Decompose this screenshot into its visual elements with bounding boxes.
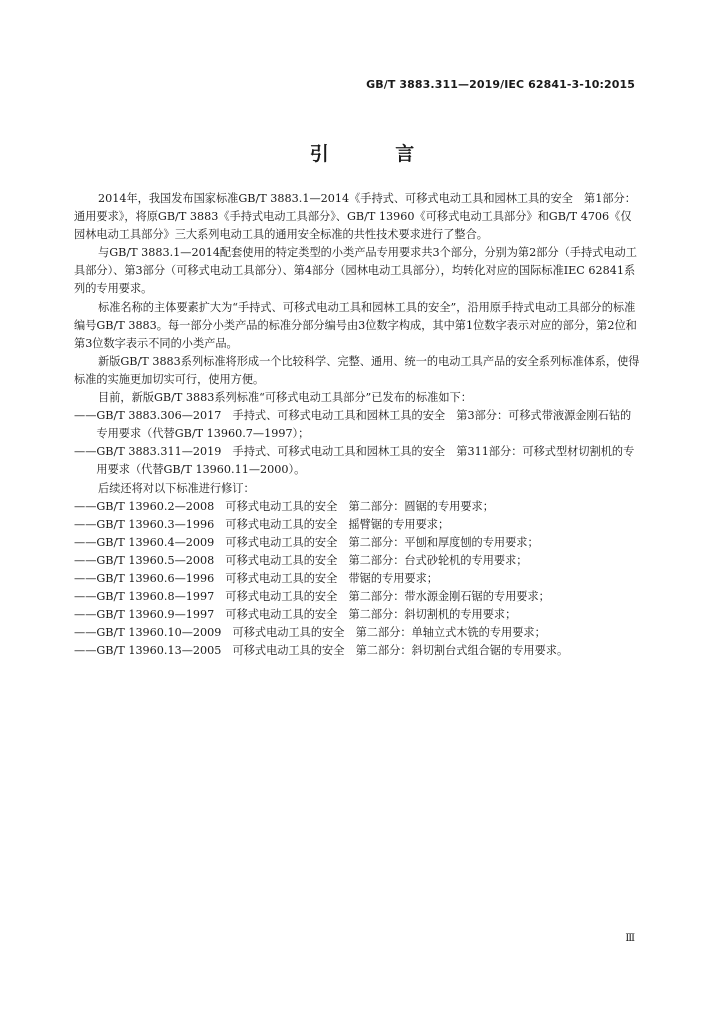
- list-item-text: GB/T 13960.2—2008 可移式电动工具的安全 第二部分：圆锯的专用要求；: [96, 499, 494, 513]
- list-dash: ——: [74, 644, 97, 658]
- list-item-text: GB/T 3883.306—2017 手持式、可移式电动工具和园林工具的安全 第3部分：可移式带液源金刚石钻的专用要求（代替GB/T 13960.7—1997）；: [96, 409, 632, 441]
- list-item: [74, 443, 640, 479]
- list-item: [74, 624, 640, 642]
- list-dash: ——: [74, 445, 97, 459]
- list-dash: ——: [74, 608, 97, 622]
- paragraph: 与GB/T 3883.1—2014配套使用的特定类型的小类产品专用要求共3个部分，分别为第2部分（手持式电动工具部分）、第3部分（可移式电动工具部分）、第4部分（园林电动工具部分），均转化对应的国际标准IEC 62841系列的专用要求。: [74, 246, 637, 296]
- list-item-text: GB/T 13960.10—2009 可移式电动工具的安全 第二部分：单轴立式木铣的专用要求；: [96, 626, 546, 640]
- list-item-text: GB/T 13960.6—1996 可移式电动工具的安全 带锯的专用要求；: [96, 571, 438, 585]
- list-item: [74, 407, 640, 443]
- list-item-text: GB/T 13960.3—1996 可移式电动工具的安全 摇臂锯的专用要求；: [96, 517, 450, 531]
- introduction-body: [74, 190, 640, 660]
- list-dash: ——: [74, 553, 97, 567]
- list-item: [74, 516, 640, 534]
- page-number: Ⅲ: [625, 933, 635, 944]
- list-item: [74, 498, 640, 516]
- section-title: 引 言: [309, 143, 445, 165]
- list-dash: ——: [74, 571, 97, 585]
- list-item: [74, 552, 640, 570]
- list-item-text: GB/T 3883.311—2019 手持式、可移式电动工具和园林工具的安全 第311部分：可移式型材切割机的专用要求（代替GB/T 13960.11—2000）。: [96, 445, 635, 477]
- list-dash: ——: [74, 517, 97, 531]
- list-dash: ——: [74, 409, 97, 423]
- list-dash: ——: [74, 590, 97, 604]
- list-item: [74, 588, 640, 606]
- list-item: [74, 570, 640, 588]
- list-item: [74, 534, 640, 552]
- standard-code-header: GB/T 3883.311—2019/IEC 62841-3-10:2015: [366, 78, 635, 91]
- paragraph: 2014年，我国发布国家标准GB/T 3883.1—2014《手持式、可移式电动工具和园林工具的安全 第1部分：通用要求》，将原GB/T 3883《手持式电动工具部分》、GB/T 13960《可移式电动工具部分》和GB/T 4706《仅园林电动工具部分》三大系列电动工具的通用安全标准的共性技术要求进行了整合。: [74, 192, 636, 242]
- paragraph: 标准名称的主体要素扩大为“手持式、可移式电动工具和园林工具的安全”，沿用原手持式电动工具部分的标准编号GB/T 3883。每一部分小类产品的标准分部分编号由3位数字构成，其中第1位数字表示对应的部分，第2位和第3位数字表示不同的小类产品。: [74, 300, 637, 350]
- list-item-text: GB/T 13960.5—2008 可移式电动工具的安全 第二部分：台式砂轮机的专用要求；: [96, 553, 528, 567]
- list-dash: ——: [74, 499, 97, 513]
- list-item-text: GB/T 13960.4—2009 可移式电动工具的安全 第二部分：平刨和厚度刨的专用要求；: [96, 535, 539, 549]
- paragraph: 新版GB/T 3883系列标准将形成一个比较科学、完整、通用、统一的电动工具产品的安全系列标准体系，使得标准的实施更加切实可行，使用方便。: [74, 354, 640, 386]
- list-item-text: GB/T 13960.9—1997 可移式电动工具的安全 第二部分：斜切割机的专用要求；: [96, 608, 517, 622]
- list-dash: ——: [74, 535, 97, 549]
- paragraph: 目前，新版GB/T 3883系列标准“可移式电动工具部分”已发布的标准如下：: [98, 391, 472, 405]
- list-item: [74, 642, 640, 660]
- list-item-text: GB/T 13960.13—2005 可移式电动工具的安全 第二部分：斜切割台式组合锯的专用要求。: [96, 644, 569, 658]
- list-item-text: GB/T 13960.8—1997 可移式电动工具的安全 第二部分：带水源金刚石锯的专用要求；: [96, 590, 550, 604]
- revision-intro: 后续还将对以下标准进行修订：: [98, 481, 255, 495]
- list-item: [74, 606, 640, 624]
- list-dash: ——: [74, 626, 97, 640]
